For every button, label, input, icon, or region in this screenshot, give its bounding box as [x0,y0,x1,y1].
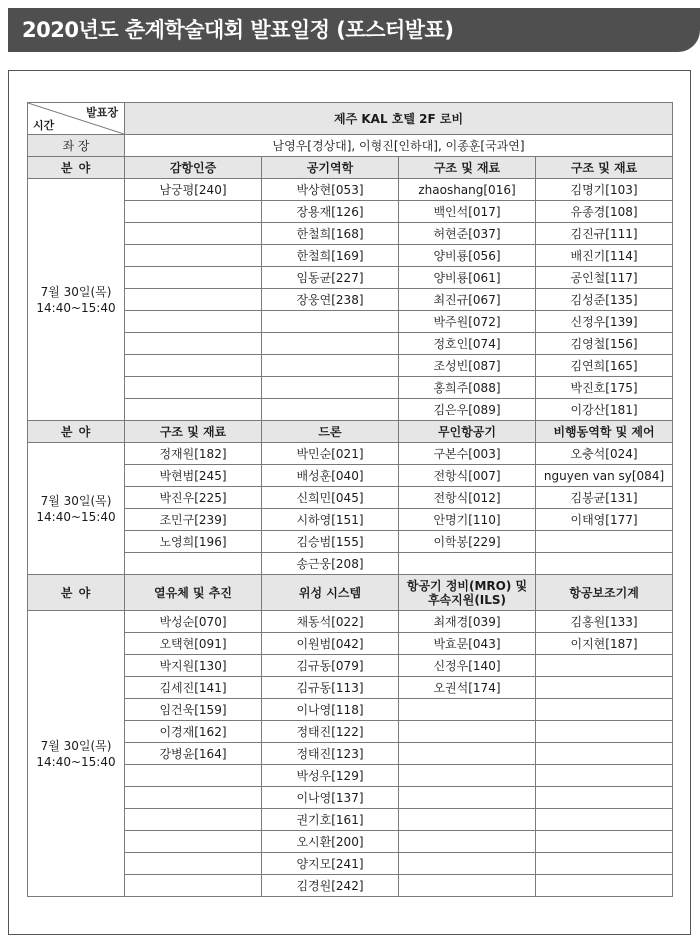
presenter-cell: 김규동[079] [262,655,399,677]
presenter-cell: 김규동[113] [262,677,399,699]
presenter-cell: 김명기[103] [536,179,673,201]
presenter-cell: 정재원[182] [125,443,262,465]
field-header-row [28,421,673,443]
presenter-cell: 조민구[239] [125,509,262,531]
presenter-cell: zhaoshang[016] [399,179,536,201]
table-row [28,289,673,311]
header-bar [8,8,700,52]
presenter-cell [536,875,673,897]
chair-row [28,135,673,157]
presenter-cell [536,809,673,831]
presenter-cell [125,289,262,311]
session-time: 14:40~15:40 [36,300,116,315]
session-time-cell [28,611,125,897]
presenter-cell [125,765,262,787]
table-row [28,853,673,875]
field-label: 분 야 [28,157,125,179]
table-row [28,201,673,223]
session-date: 7월 30일(목) [40,284,112,299]
presenter-cell [399,721,536,743]
presenter-cell [125,333,262,355]
presenter-cell: 홍희주[088] [399,377,536,399]
presenter-cell: 임건욱[159] [125,699,262,721]
field-name: 구조 및 재료 [536,157,673,179]
table-row [28,311,673,333]
table-row [28,355,673,377]
page-title: 2020년도 춘계학술대회 발표일정 (포스터발표) [22,18,454,42]
presenter-cell [125,245,262,267]
presenter-cell [125,831,262,853]
presenter-cell: 박주원[072] [399,311,536,333]
table-row [28,743,673,765]
session-time-cell [28,443,125,575]
presenter-cell: 장웅연[238] [262,289,399,311]
presenter-cell [536,853,673,875]
presenter-cell [399,831,536,853]
field-name: 구조 및 재료 [399,157,536,179]
field-name: 비행동역학 및 제어 [536,421,673,443]
presenter-cell: 장용재[126] [262,201,399,223]
presenter-cell: 전항식[012] [399,487,536,509]
presenter-cell [262,377,399,399]
session-time: 14:40~15:40 [36,509,116,524]
presenter-cell [399,853,536,875]
presenter-cell [125,377,262,399]
presenter-cell [125,553,262,575]
presenter-cell: 권기호[161] [262,809,399,831]
presenter-cell [262,399,399,421]
presenter-cell: 양비룡[056] [399,245,536,267]
table-row [28,831,673,853]
presenter-cell: 구본수[003] [399,443,536,465]
presenter-cell: 최진규[067] [399,289,536,311]
presenter-cell: 김홍원[133] [536,611,673,633]
corner-header-cell [28,103,125,135]
presenter-cell: nguyen van sy[084] [536,465,673,487]
field-name: 감항인증 [125,157,262,179]
presenter-cell [125,809,262,831]
field-name: 무인항공기 [399,421,536,443]
table-row [28,377,673,399]
presenter-cell: 정태진[123] [262,743,399,765]
venue-row [28,103,673,135]
presenter-cell: 한철희[169] [262,245,399,267]
presenter-cell: 유종경[108] [536,201,673,223]
presenter-cell: 시하영[151] [262,509,399,531]
table-row [28,699,673,721]
presenter-cell: 김은우[089] [399,399,536,421]
presenter-cell [399,553,536,575]
presenter-cell [262,333,399,355]
presenter-cell [536,655,673,677]
corner-venue-label: 발표장 [86,106,118,119]
presenter-cell: 신정우[140] [399,655,536,677]
presenter-cell: 이경재[162] [125,721,262,743]
presenter-cell: 신희민[045] [262,487,399,509]
table-row [28,333,673,355]
presenter-cell [399,809,536,831]
presenter-cell: 박진우[225] [125,487,262,509]
presenter-cell [536,787,673,809]
presenter-cell: 양비룡[061] [399,267,536,289]
presenter-cell [536,721,673,743]
presenter-cell [125,267,262,289]
presenter-cell [125,853,262,875]
presenter-cell [536,553,673,575]
presenter-cell: 김영철[156] [536,333,673,355]
session-date: 7월 30일(목) [40,738,112,753]
presenter-cell: 이지현[187] [536,633,673,655]
presenter-cell: 김연희[165] [536,355,673,377]
table-row [28,399,673,421]
presenter-cell [399,765,536,787]
presenter-cell: 노영희[196] [125,531,262,553]
presenter-cell [399,699,536,721]
presenter-cell: 배진기[114] [536,245,673,267]
table-row [28,875,673,897]
presenter-cell: 강병윤[164] [125,743,262,765]
table-row [28,487,673,509]
table-row [28,553,673,575]
presenter-cell [536,765,673,787]
presenter-cell: 허현준[037] [399,223,536,245]
presenter-cell: 배성훈[040] [262,465,399,487]
presenter-cell [125,223,262,245]
presenter-cell: 이학봉[229] [399,531,536,553]
session-time-cell [28,179,125,421]
presenter-cell: 박상현[053] [262,179,399,201]
presenter-cell: 김경원[242] [262,875,399,897]
poster-schedule-table [27,102,673,897]
presenter-cell [399,743,536,765]
venue-name: 제주 KAL 호텔 2F 로비 [125,103,673,135]
field-name: 구조 및 재료 [125,421,262,443]
table-row [28,465,673,487]
table-row [28,245,673,267]
presenter-cell: 정호인[074] [399,333,536,355]
presenter-cell: 김진규[111] [536,223,673,245]
presenter-cell: 김승범[155] [262,531,399,553]
presenter-cell: 공인철[117] [536,267,673,289]
presenter-cell: 이강산[181] [536,399,673,421]
presenter-cell: 박지원[130] [125,655,262,677]
presenter-cell: 남궁평[240] [125,179,262,201]
presenter-cell: 신정우[139] [536,311,673,333]
table-row [28,509,673,531]
table-row [28,633,673,655]
presenter-cell: 박성순[070] [125,611,262,633]
presenter-cell: 이태영[177] [536,509,673,531]
chair-names: 남영우[경상대], 이형진[인하대], 이종훈[국과연] [125,135,673,157]
table-row [28,655,673,677]
presenter-cell: 양지모[241] [262,853,399,875]
presenter-cell: 박효문[043] [399,633,536,655]
presenter-cell [262,355,399,377]
table-row [28,721,673,743]
field-header-row [28,575,673,611]
presenter-cell: 이나영[137] [262,787,399,809]
table-row [28,223,673,245]
session-date: 7월 30일(목) [40,493,112,508]
presenter-cell: 김세진[141] [125,677,262,699]
presenter-cell [125,201,262,223]
field-name: 열유체 및 추진 [125,575,262,611]
presenter-cell: 박현범[245] [125,465,262,487]
corner-time-label: 시간 [33,119,55,132]
presenter-cell [536,699,673,721]
field-name: 드론 [262,421,399,443]
presenter-cell: 오충석[024] [536,443,673,465]
table-row [28,611,673,633]
presenter-cell [262,311,399,333]
field-header-row [28,157,673,179]
field-name: 항공보조기계 [536,575,673,611]
table-row [28,531,673,553]
table-row [28,787,673,809]
presenter-cell: 김봉균[131] [536,487,673,509]
presenter-cell [536,677,673,699]
field-label: 분 야 [28,421,125,443]
presenter-cell: 안명기[110] [399,509,536,531]
presenter-cell: 박진호[175] [536,377,673,399]
table-row [28,443,673,465]
presenter-cell [125,311,262,333]
presenter-cell: 이나영[118] [262,699,399,721]
presenter-cell: 박민순[021] [262,443,399,465]
table-row [28,809,673,831]
presenter-cell [399,787,536,809]
session-time: 14:40~15:40 [36,754,116,769]
presenter-cell: 한철희[168] [262,223,399,245]
presenter-cell: 최재경[039] [399,611,536,633]
presenter-cell: 채동석[022] [262,611,399,633]
presenter-cell: 송근웅[208] [262,553,399,575]
presenter-cell [536,743,673,765]
presenter-cell: 오택현[091] [125,633,262,655]
presenter-cell: 정태진[122] [262,721,399,743]
presenter-cell: 임동균[227] [262,267,399,289]
presenter-cell: 이원범[042] [262,633,399,655]
field-name: 항공기 정비(MRO) 및 후속지원(ILS) [399,575,536,611]
presenter-cell: 전항식[007] [399,465,536,487]
field-label: 분 야 [28,575,125,611]
presenter-cell: 박성우[129] [262,765,399,787]
chair-label: 좌 장 [28,135,125,157]
presenter-cell: 김성준[135] [536,289,673,311]
presenter-cell [125,355,262,377]
presenter-cell: 백인석[017] [399,201,536,223]
presenter-cell [536,831,673,853]
presenter-cell: 오권석[174] [399,677,536,699]
presenter-cell [536,531,673,553]
presenter-cell [125,399,262,421]
field-name: 공기역학 [262,157,399,179]
presenter-cell [125,875,262,897]
presenter-cell [399,875,536,897]
table-row [28,677,673,699]
table-row [28,179,673,201]
presenter-cell: 조성빈[087] [399,355,536,377]
table-row [28,765,673,787]
field-name: 위성 시스템 [262,575,399,611]
table-row [28,267,673,289]
presenter-cell: 오시환[200] [262,831,399,853]
presenter-cell [125,787,262,809]
